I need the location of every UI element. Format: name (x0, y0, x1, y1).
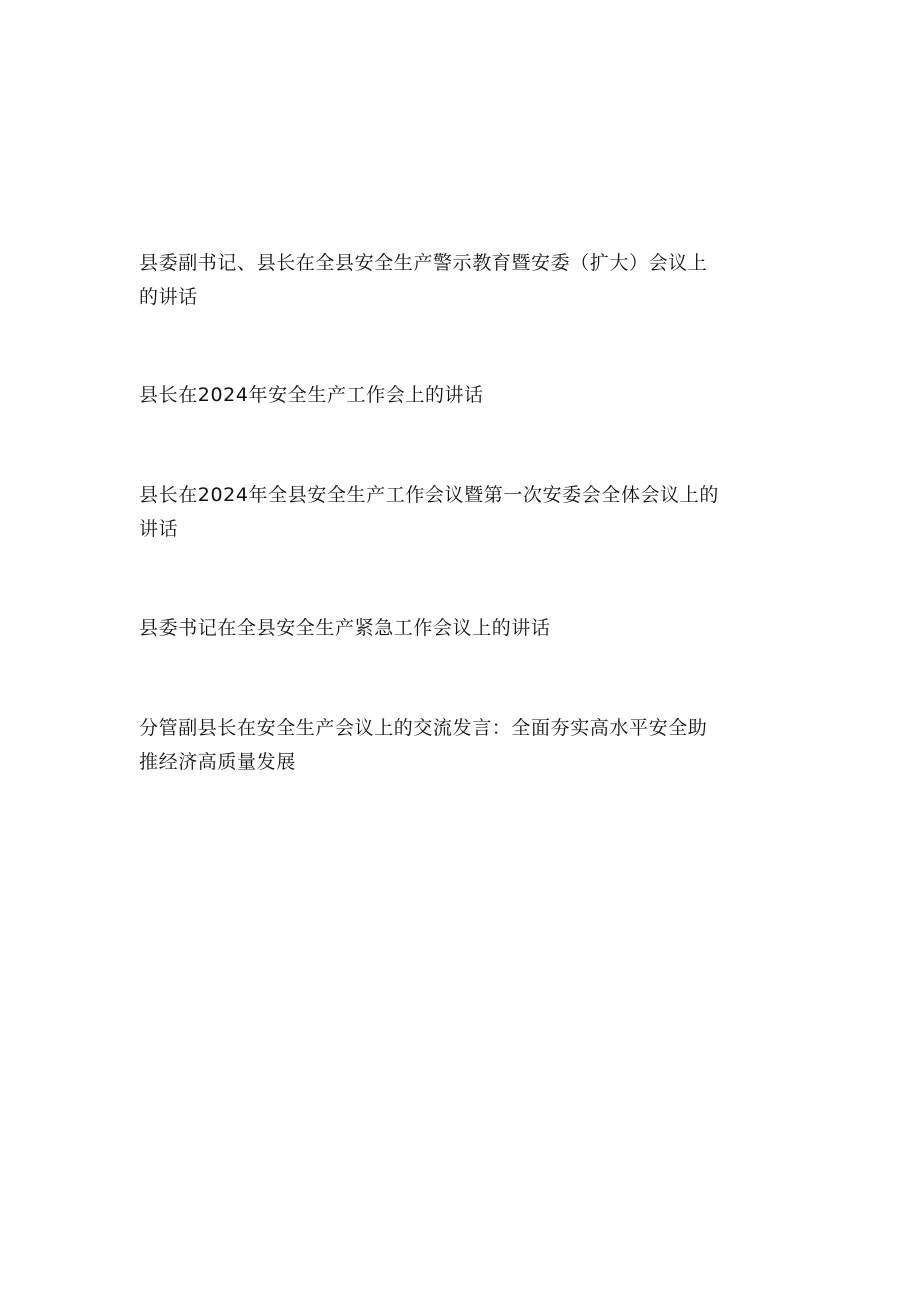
title-3-line-2: 讲话 (139, 518, 179, 540)
title-3-line-1: 县长在2024年全县安全生产工作会议暨第一次安委会全体会议上的 (139, 484, 719, 506)
document-title-4 (139, 611, 779, 645)
title-5-line-2: 推经济高质量发展 (139, 751, 296, 773)
document-title-5 (139, 711, 779, 779)
document-title-3 (139, 478, 779, 546)
title-2-line-1: 县长在2024年安全生产工作会上的讲话 (139, 384, 484, 406)
title-4-line-1: 县委书记在全县安全生产紧急工作会议上的讲话 (139, 617, 551, 639)
document-title-1 (139, 246, 779, 314)
title-1-line-2: 的讲话 (139, 286, 198, 308)
title-5-line-1: 分管副县长在安全生产会议上的交流发言：全面夯实高水平安全助 (139, 717, 708, 739)
document-title-2 (139, 378, 779, 412)
title-1-line-1: 县委副书记、县长在全县安全生产警示教育暨安委（扩大）会议上 (139, 252, 708, 274)
